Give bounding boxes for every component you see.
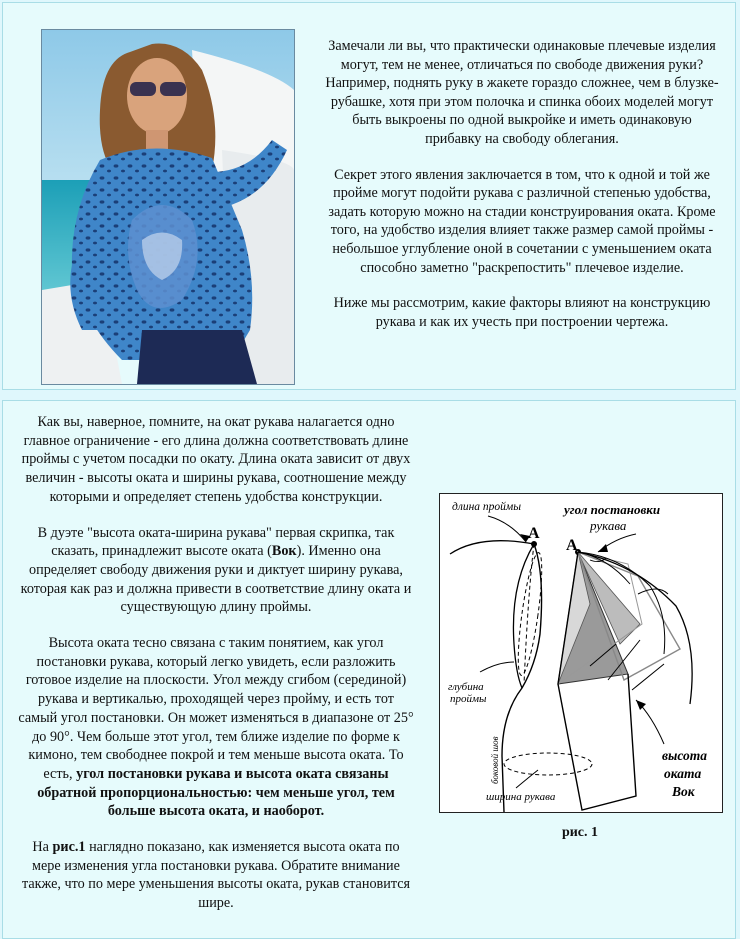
article-panel (2, 400, 736, 939)
label-angle-line1: угол постановки (564, 502, 661, 517)
label-side-seam: боковой шов (490, 736, 500, 784)
article-paragraph-2 (17, 524, 415, 618)
label-height-line3: Вок (672, 784, 695, 799)
woman-in-blue-shirt-image (42, 30, 294, 384)
text-run: наглядно показано, как изменяется высота оката по мере изменения угла постановки рукава. Обратите внимание также, что по мере уменьшения высоты оката, рукав становится шире. (21, 839, 411, 912)
article-text (17, 413, 415, 930)
text-run: ). Именно она определяет свободу движения руки и диктует ширину рукава, которая как раз и должна привести в соответствие длину оката и существующую длину проймы. (20, 543, 412, 616)
intro-paragraph-3: Ниже мы рассмотрим, какие факторы влияют на конструкцию рукава и как их учесть при построении чертежа. (333, 295, 711, 330)
figure-reference: рис.1 (52, 839, 86, 856)
label-armhole-length: длина проймы (452, 501, 522, 513)
label-sleeve-width: ширина рукава (486, 791, 556, 803)
intro-paragraph-2: Секрет этого явления заключается в том, что к одной и той же пройме могут подойти рукава с различной степенью удобства, задать которую можно на стадии конструирования оката. Кроме того, на удобство изделия влияет также размер самой проймы - небольшое углубление оной в сочетании с уменьшением оката способно заметно "раскрепостить" плечевое изделие. (328, 166, 716, 276)
label-point-a-armhole: А (528, 525, 540, 542)
bold-term: Вок (271, 543, 297, 560)
figure-caption: рис. 1 (561, 825, 599, 840)
label-armhole-depth-line1: глубина (448, 681, 484, 693)
model-photo (41, 29, 295, 385)
article-paragraph-3 (17, 634, 415, 821)
text-run: В дуэте "высота оката-ширина рукава" первая скрипка, так сказать, принадлежит высоте оката ( (37, 524, 395, 560)
label-point-a-sleeve: А (566, 537, 578, 554)
label-height-line1: высота (662, 748, 708, 763)
text-run: Высота оката тесно связана с таким понятием, как угол постановки рукава, который легко увидеть, если разложить готовое изделие на плоскости. Угол между сгибом (серединой) рукава и вертикалью, проходящей через пройму, и есть тот самый угол постановки. Он может изменяться в диапазоне от 25° до 90°. Чем больше этот угол, тем ближе изделие по форме к кимоно, тем свободнее покрой и тем меньше высота оката. То есть, (18, 635, 414, 782)
label-armhole-depth-line2: проймы (450, 693, 487, 705)
sleeve-diagram (439, 493, 723, 813)
bold-period: . (320, 803, 325, 820)
intro-text (325, 37, 719, 348)
intro-panel (2, 2, 736, 390)
intro-paragraph-1: Замечали ли вы, что практически одинаковые плечевые изделия могут, тем не менее, отличаться по свободе движения руки? Например, поднять руку в жакете гораздо сложнее, чем в блузке-рубашке, хотя при этом полочка и спинка обоих моделей могут быть выкроены по одной выкройке и иметь одинаковую прибавку на свободу облегания. (325, 38, 719, 147)
text-run: На (32, 839, 53, 856)
article-paragraph-1: Как вы, наверное, помните, на окат рукава налагается одно главное ограничение - его длина должна соответствовать длине проймы с учетом посадки по окату. Длина оката зависит от двух величин - высоты оката и ширины рукава, соотношение между которыми и определяет степень удобства конструкции. (21, 414, 411, 505)
label-height-line2: оката (664, 766, 702, 781)
article-paragraph-4 (17, 838, 415, 913)
sleeve-construction-drawing (440, 494, 722, 812)
bold-statement: угол постановки рукава и высота оката связаны обратной пропорциональностью: чем меньше угол, тем больше высота оката, и наоборот (37, 765, 395, 820)
label-angle-line2: рукава (590, 518, 627, 533)
